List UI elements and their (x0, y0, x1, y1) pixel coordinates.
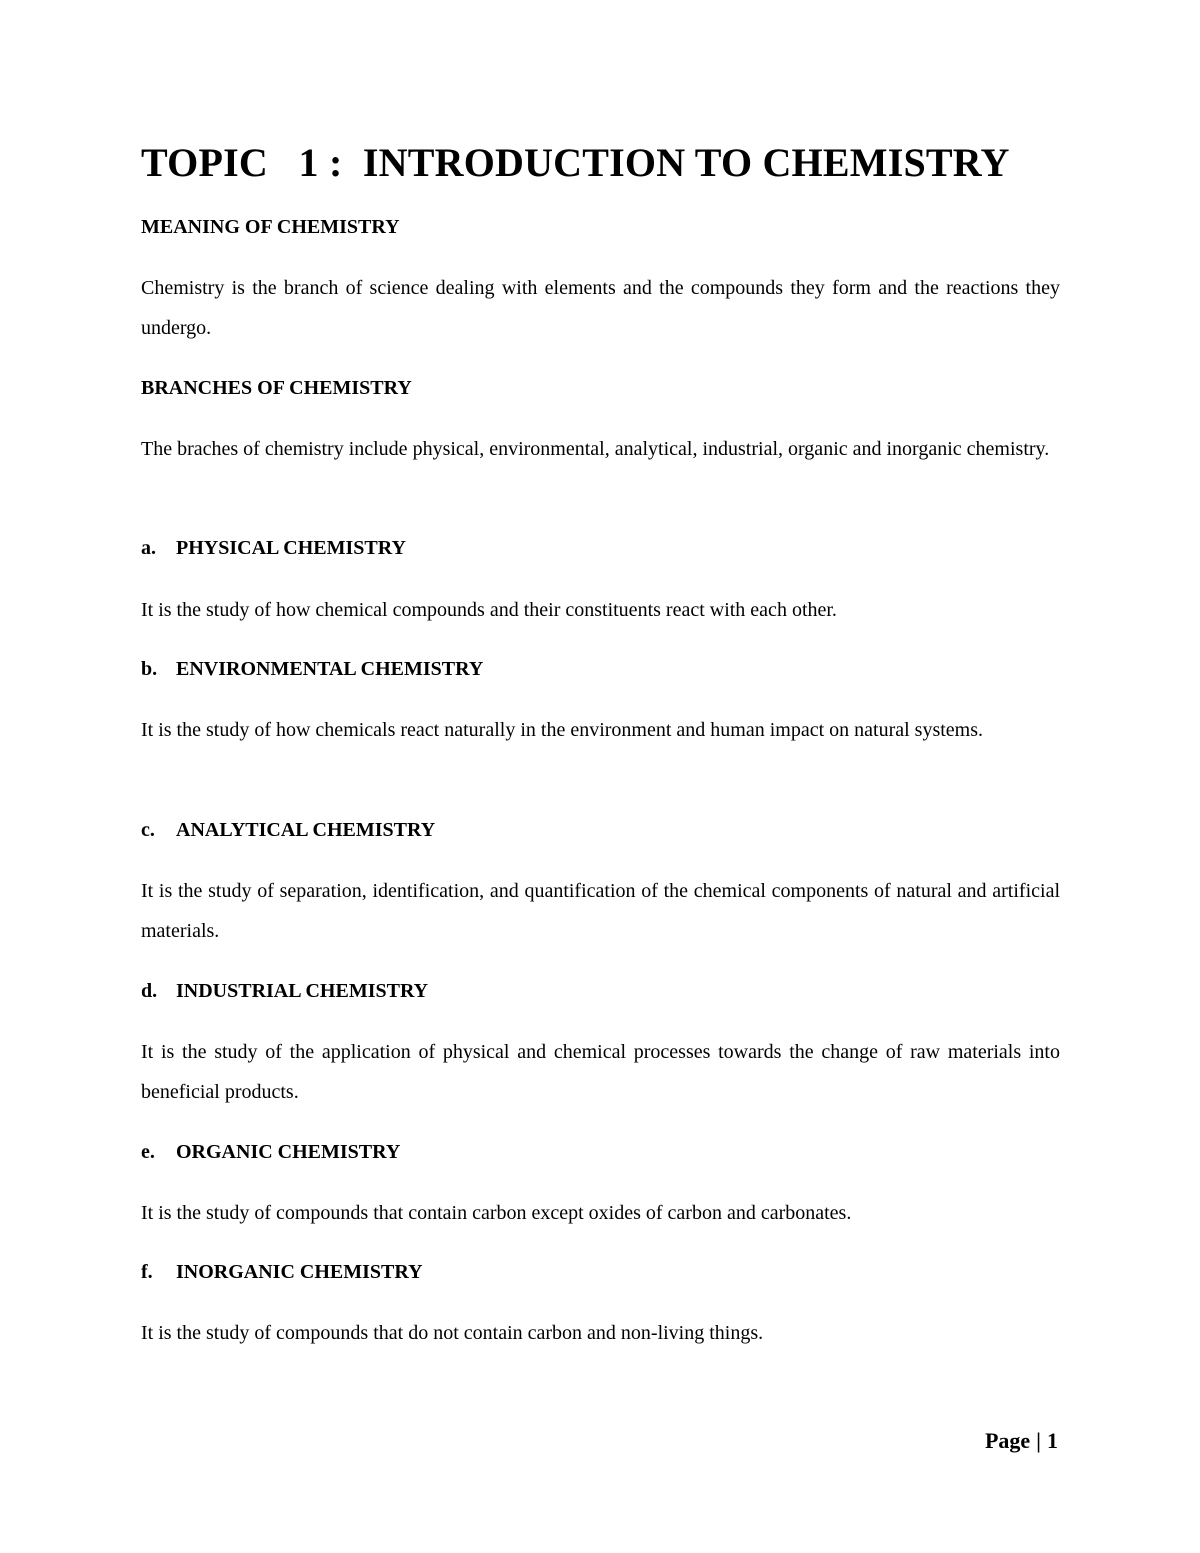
section-title: ENVIRONMENTAL CHEMISTRY (176, 658, 484, 680)
section-text-analytical: It is the study of separation, identification, and quantification of the chemical components of natural and artificial materials. (141, 880, 1060, 942)
section-heading-organic (141, 1141, 400, 1164)
page-number: 1 (1047, 1428, 1058, 1453)
section-title: ORGANIC CHEMISTRY (176, 1141, 401, 1163)
meaning-heading: MEANING OF CHEMISTRY (141, 216, 400, 238)
section-letter: e. (141, 1141, 155, 1163)
section-title: PHYSICAL CHEMISTRY (176, 537, 406, 559)
document-title: TOPIC 1 : INTRODUCTION TO CHEMISTRY (141, 140, 1010, 185)
section-heading-inorganic (141, 1261, 423, 1284)
section-title: ANALYTICAL CHEMISTRY (176, 819, 436, 841)
section-heading-analytical (141, 819, 435, 842)
section-text-inorganic: It is the study of compounds that do not contain carbon and non-living things. (141, 1322, 764, 1344)
page-label: Page (984, 1428, 1031, 1453)
section-letter: f. (141, 1261, 153, 1283)
section-text-physical: It is the study of how chemical compounds and their constituents react with each other. (141, 599, 837, 621)
section-letter: a. (141, 537, 156, 559)
section-letter: d. (141, 980, 158, 1002)
section-letter: b. (141, 658, 158, 680)
section-heading-industrial (141, 980, 428, 1003)
page-separator: | (1036, 1428, 1041, 1453)
section-text-organic: It is the study of compounds that contain carbon except oxides of carbon and carbonates. (141, 1202, 852, 1224)
branches-heading: BRANCHES OF CHEMISTRY (141, 377, 412, 399)
section-heading-physical (141, 537, 406, 560)
meaning-text: Chemistry is the branch of science dealing with elements and the compounds they form and the reactions they undergo. (141, 277, 1060, 339)
section-heading-environmental (141, 658, 483, 681)
section-text-environmental: It is the study of how chemicals react naturally in the environment and human impact on natural systems. (141, 719, 984, 741)
branches-text: The braches of chemistry include physical, environmental, analytical, industrial, organic and inorganic chemistry. (141, 438, 1050, 460)
section-title: INDUSTRIAL CHEMISTRY (176, 980, 429, 1002)
section-title: INORGANIC CHEMISTRY (176, 1261, 423, 1283)
section-text-industrial: It is the study of the application of physical and chemical processes towards the change of raw materials into beneficial products. (141, 1041, 1060, 1103)
page-footer (985, 1428, 1058, 1454)
section-letter: c. (141, 819, 155, 841)
